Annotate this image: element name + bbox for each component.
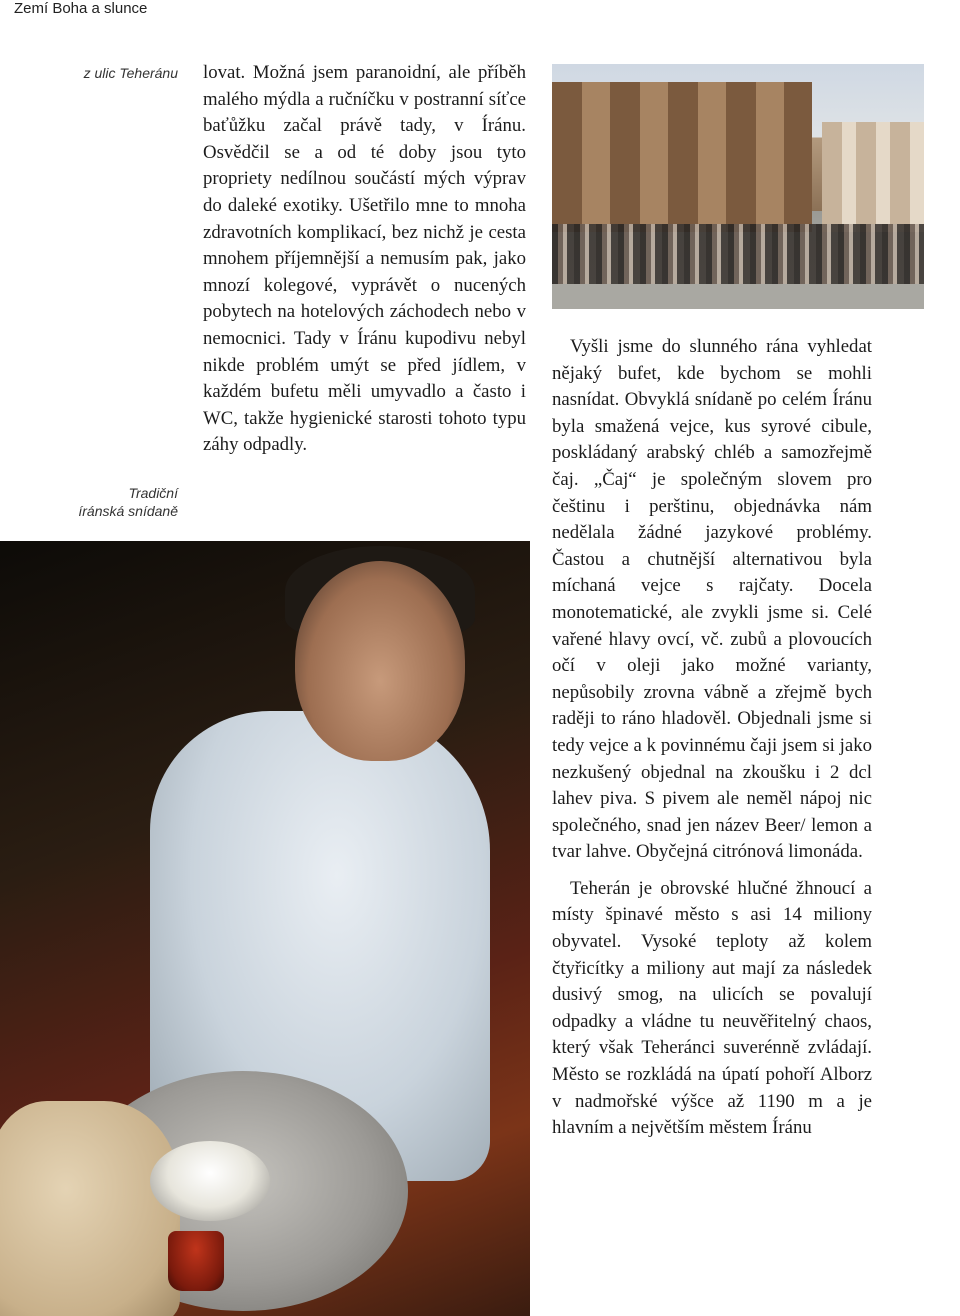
body-paragraph: Teherán je obrovské hlučné žhnoucí a místy špinavé město s asi 14 miliony obyvatel. Vysoké teploty až kolem čtyřicítky a miliony aut mají za následek dusivý smog, na ulicích se povalují odpadky a vládne tu neuvěřitelný chaos, který však Teheránci suverénně zvládají. Město se rozkládá na úpatí pohoří Alborz v nadmořské výšce až 1190 m a je hlavním a největším městem Íránu <box>552 877 872 1139</box>
photo-caption-street: z ulic Teheránu <box>83 65 178 81</box>
left-text-column <box>203 60 526 459</box>
photo-man-face <box>295 561 465 761</box>
caption-line: íránská snídaně <box>78 503 178 519</box>
photo-bowl <box>150 1141 270 1221</box>
photo-caption-breakfast <box>8 484 178 520</box>
caption-line: Tradiční <box>128 485 178 501</box>
photo-building <box>822 122 924 232</box>
photo-flatbread <box>0 1101 180 1316</box>
photo-tea-glass <box>168 1231 224 1291</box>
body-paragraph: lovat. Možná jsem paranoidní, ale příběh malého mýdla a ručníčku v postranní síťce baťůžku začal právě tady, v Íránu. Osvědčil se a od té doby jsou tyto propriety nedílnou součástí mých výprav do daleké exotiky. Ušetřilo mne to mnoha zdravotních komplikací, bez nichž je cesta mnohem příjemnější a nemusím pak, jako mnozí kolegové, vyprávět o nucených pobytech na hotelových záchodech nebo v nemocnici. Tady v Íránu kupodivu nebyl nikde problém umýt se před jídlem, v každém bufetu měli umyvadlo a často i WC, takže hygienické starosti tohoto typu záhy odpadly. <box>203 62 526 456</box>
running-head: Zemí Boha a slunce <box>14 0 148 17</box>
photo-crowd <box>552 224 924 284</box>
breakfast-photo <box>0 541 530 1316</box>
street-photo <box>552 64 924 309</box>
right-text-column <box>552 334 872 1142</box>
photo-building <box>552 82 812 232</box>
body-paragraph: Vyšli jsme do slunného rána vyhledat nějaký bufet, kde bychom se mohli nasnídat. Obvyklá snídaně po celém Íránu byla smažená vejce, kus syrové cibule, poskládaný arabský chléb a samozřejmě čaj. „Čaj“ je společným slovem pro češtinu i perštinu, objednávka nám nedělala žádné jazykové problémy. Častou a chutnější alternativou byla míchaná vejce s rajčaty. Docela monotematické, ale zvykli jsme si. Celé vařené hlavy ovcí, vč. zubů a plovoucích očí v oleji jako možné varianty, nepůsobily zrovna vábně a zřejmě bych raději to ráno hladověl. Objednali jsme si tedy vejce a k povinnému čaji jsem si jako nezkušený objednal na zkoušku i 2 dcl lahev piva. S pivem ale neměl nápoj nic společného, snad jen název Beer/ lemon a tvar lahve. Obyčejná citrónová limonáda. <box>552 336 872 863</box>
photo-pavement <box>552 284 924 309</box>
